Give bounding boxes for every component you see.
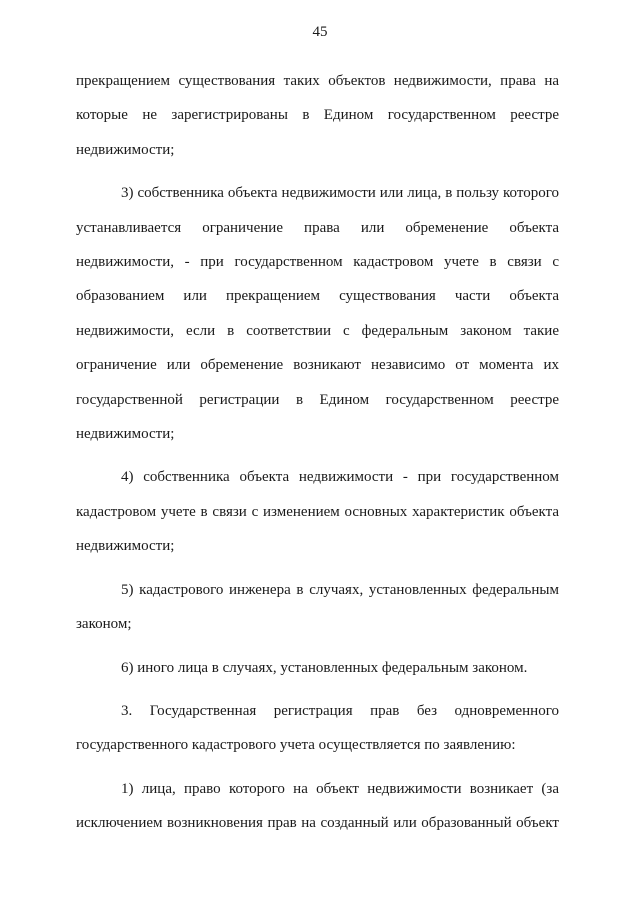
paragraph-section-3: 3. Государственная регистрация прав без одновременного государственного кадастрового учета осуществляется по заявлению: bbox=[76, 702, 559, 754]
page-number: 45 bbox=[312, 24, 328, 40]
paragraph-continuation: прекращением существования таких объектов недвижимости, права на которые не зарегистрированы в Едином государственном реестре недвижимости; bbox=[76, 73, 559, 158]
document-body bbox=[76, 64, 559, 841]
paragraph-item-3: 3) собственника объекта недвижимости или лица, в пользу которого устанавливается ограничение права или обременение объекта недвижимости, - при государственном кадастровом учете в связи с образованием или прекращением существования части объекта недвижимости, если в соответствии с федеральным законом такие ограничение или обременение возникают независимо от момента их государственной регистрации в Едином государственном реестре недвижимости; bbox=[76, 185, 559, 443]
paragraph-item-6: 6) иного лица в случаях, установленных федеральным законом. bbox=[121, 659, 528, 676]
paragraph-section-3-item-1: 1) лица, право которого на объект недвижимости возникает (за исключением возникновения прав на созданный или образованный объект bbox=[76, 780, 559, 832]
paragraph-item-4: 4) собственника объекта недвижимости - при государственном кадастровом учете в связи с изменением основных характеристик объекта недвижимости; bbox=[76, 469, 559, 555]
paragraph-item-5: 5) кадастрового инженера в случаях, установленных федеральным законом; bbox=[76, 581, 559, 633]
